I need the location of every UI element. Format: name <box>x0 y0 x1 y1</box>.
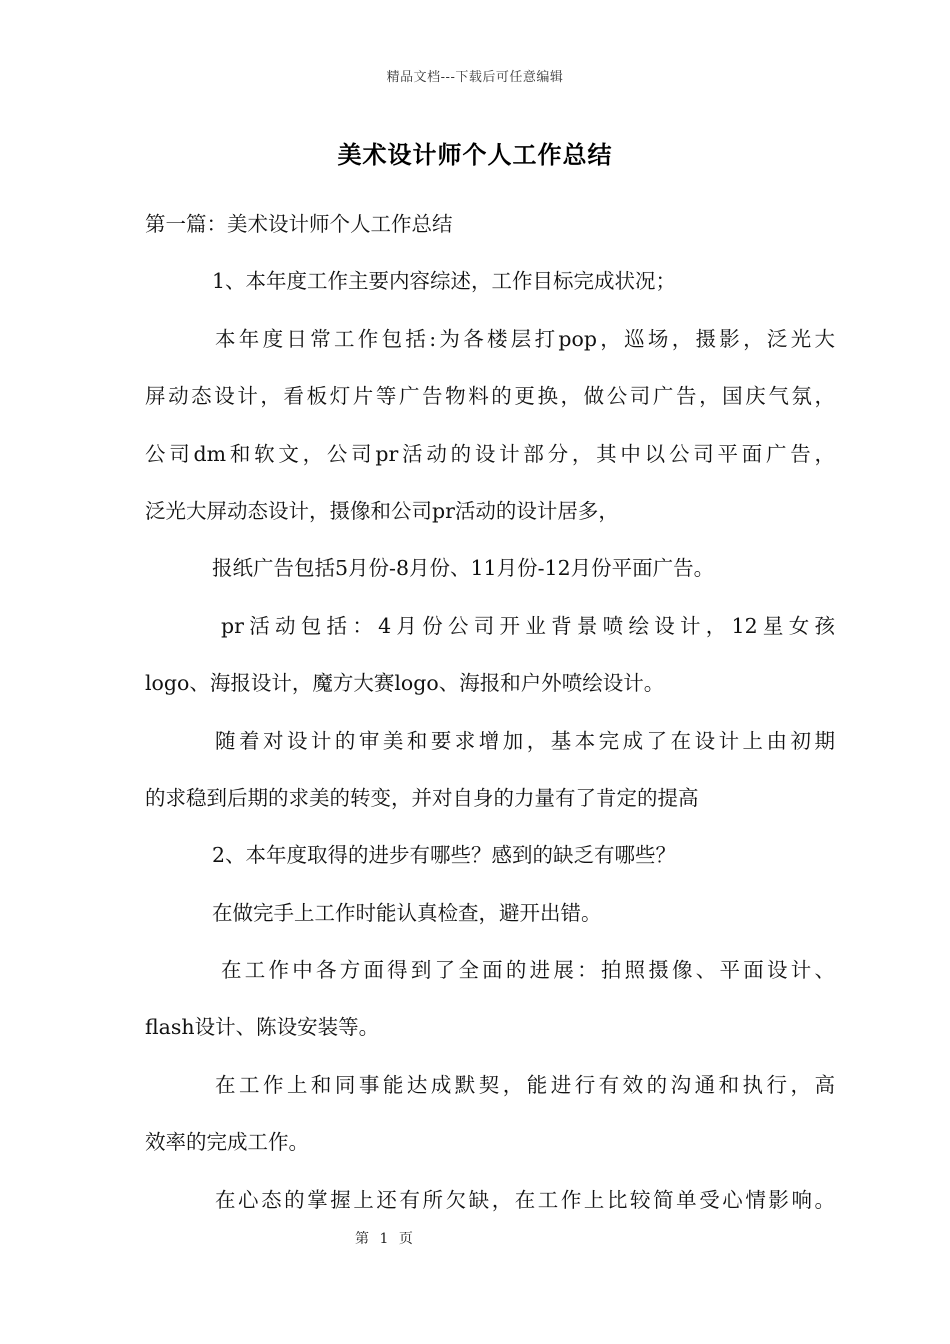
page-header: 精品文档---下载后可任意编辑 <box>386 70 564 85</box>
paragraph-line: 泛光大屏动态设计，摄像和公司pr活动的设计居多， <box>145 498 619 523</box>
paragraph-line: flash设计、陈设安装等。 <box>145 1015 380 1040</box>
paragraph-line: 屏动态设计，看板灯片等广告物料的更换，做公司广告，国庆气氛， <box>145 384 835 409</box>
paragraph-line: 本年度日常工作包括:为各楼层打pop，巡场，摄影，泛光大 <box>215 326 835 351</box>
paragraph-line: 在工作上和同事能达成默契，能进行有效的沟通和执行，高 <box>215 1072 835 1097</box>
numbered-heading: 2、本年度取得的进步有哪些？感到的缺乏有哪些？ <box>212 843 677 868</box>
section-heading: 第一篇：美术设计师个人工作总结 <box>145 212 453 236</box>
paragraph-line: 在工作中各方面得到了全面的进展：拍照摄像、平面设计、 <box>221 958 835 983</box>
paragraph-line: 公司dm和软文，公司pr活动的设计部分，其中以公司平面广告， <box>145 441 835 466</box>
numbered-heading: 1、本年度工作主要内容综述，工作目标完成状况； <box>212 269 677 294</box>
paragraph-line: 报纸广告包括5月份-8月份、11月份-12月份平面广告。 <box>212 556 715 581</box>
page-label-suffix: 页 <box>398 1231 413 1247</box>
paragraph-line: logo、海报设计，魔方大赛logo、海报和户外喷绘设计。 <box>145 671 665 696</box>
page-label-prefix: 第 <box>355 1231 369 1247</box>
document-body <box>145 196 835 1229</box>
paragraph-line: 在做完手上工作时能认真检查，避开出错。 <box>212 900 602 925</box>
paragraph-line: 在心态的掌握上还有所欠缺，在工作上比较简单受心情影响。 <box>215 1187 835 1212</box>
paragraph-line: 效率的完成工作。 <box>145 1130 309 1155</box>
document-title: 美术设计师个人工作总结 <box>337 140 613 169</box>
page-number: 1 <box>379 1231 389 1247</box>
paragraph-line: 随着对设计的审美和要求增加，基本完成了在设计上由初期 <box>215 728 835 753</box>
page-footer <box>355 1228 419 1248</box>
paragraph-line: pr活动包括：4月份公司开业背景喷绘设计，12星女孩 <box>221 613 835 638</box>
paragraph-line: 的求稳到后期的求美的转变，并对自身的力量有了肯定的提高 <box>145 785 699 810</box>
